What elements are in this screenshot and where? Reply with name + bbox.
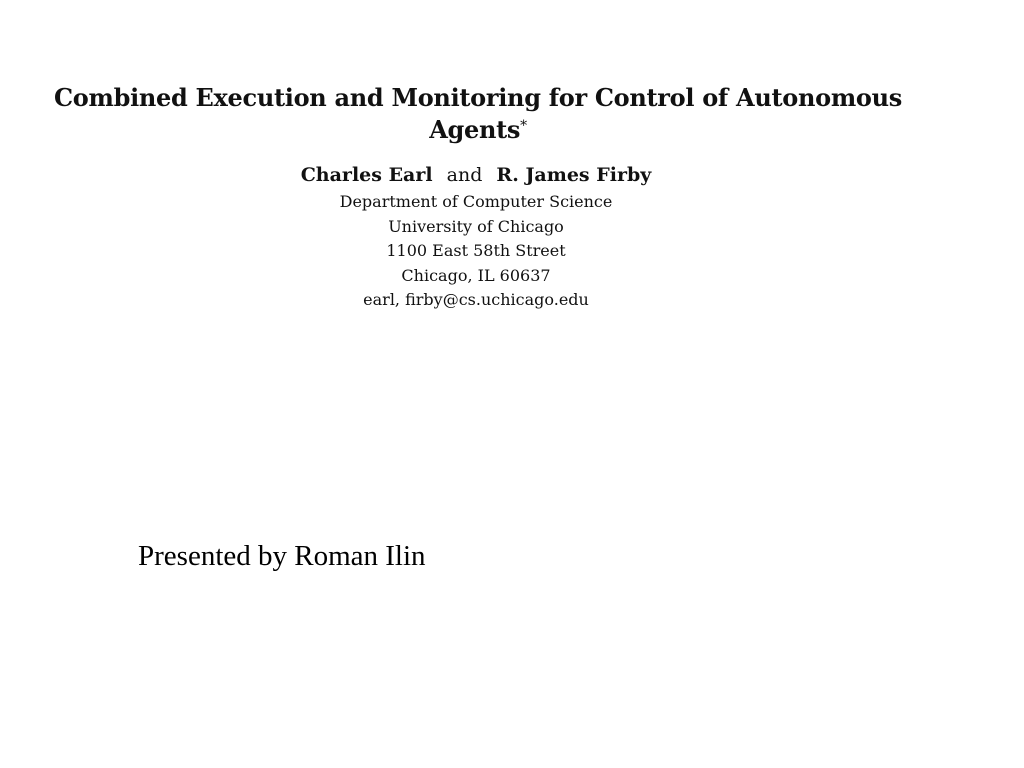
title-line-1: Combined Execution and Monitoring for Control of Autonomous xyxy=(54,83,902,112)
affiliation-street: 1100 East 58th Street xyxy=(386,241,566,260)
title-footnote-mark: * xyxy=(520,118,527,134)
author-conjunction: and xyxy=(446,164,483,186)
affiliation-department: Department of Computer Science xyxy=(339,192,613,211)
author-name-2: R. James Firby xyxy=(496,164,652,186)
affiliation-city: Chicago, IL 60637 xyxy=(401,265,551,285)
paper-title xyxy=(0,82,956,146)
affiliation-email: earl, firby@cs.uchicago.edu xyxy=(363,290,589,309)
author-line xyxy=(0,162,952,188)
affiliation-block xyxy=(0,190,952,313)
title-line-2 xyxy=(0,114,956,146)
affiliation-university: University of Chicago xyxy=(388,216,564,236)
title-line-2-text: Agents xyxy=(429,115,521,144)
presenter-credit: Presented by Roman Ilin xyxy=(138,540,426,572)
author-name-1: Charles Earl xyxy=(300,164,433,186)
